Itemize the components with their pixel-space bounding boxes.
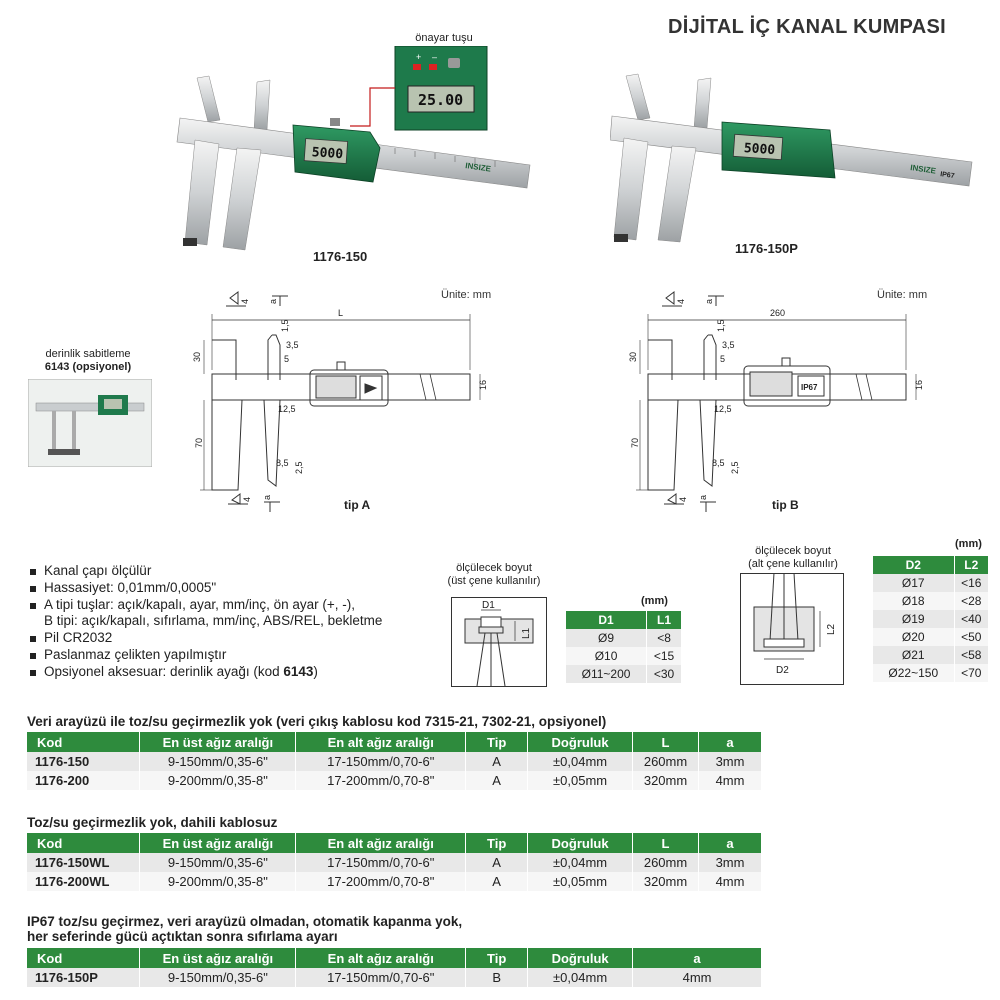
column-header: a: [699, 833, 762, 853]
l2-label: L2: [826, 623, 837, 635]
display-reading-b: 5000: [743, 141, 776, 159]
column-header: L1: [647, 611, 682, 629]
dim-a-bottom: a: [262, 494, 272, 500]
unit-label-b: Ünite: mm: [877, 289, 928, 301]
depth-fixture-caption: derinlik sabitleme 6143 (opsiyonel): [44, 348, 132, 373]
table-row: Ø17 <16: [873, 574, 989, 592]
column-header: Kod: [27, 948, 140, 968]
model-label-left: 1176-150: [313, 249, 368, 264]
drawing-type-b: [626, 290, 926, 515]
table-row: 1176-200 9-200mm/0,35-8" 17-200mm/0,70-8" A ±0,05mm 320mm 4mm: [27, 771, 762, 790]
table-row: Ø22~150 <70: [873, 664, 989, 682]
column-header: a: [699, 732, 762, 752]
dim-260-label: 260: [770, 308, 786, 318]
dim-5-b: 5: [720, 354, 726, 364]
preset-key-callout: [350, 46, 500, 136]
dim-1-5-b: 1,5: [716, 319, 726, 332]
dim-4-top: 4: [240, 298, 250, 304]
depth-fixture-photo: [28, 379, 152, 467]
table-row: Ø10 <15: [566, 647, 682, 665]
callout-display: 25.00: [418, 91, 464, 109]
lower-jaw-table: [873, 556, 989, 682]
feature-item: Paslanmaz çelikten yapılmıştır: [30, 647, 382, 664]
dim-a-top-b: a: [704, 298, 714, 304]
lower-jaw-diagram: [740, 573, 844, 685]
ip67-badge: IP67: [801, 383, 818, 392]
column-header: Tip: [466, 833, 528, 853]
lower-jaw-unit: (mm): [955, 538, 982, 550]
table-row: Ø19 <40: [873, 610, 989, 628]
column-header: En üst ağız aralığı: [140, 732, 296, 752]
table-row: Ø20 <50: [873, 628, 989, 646]
table-row: Ø9 <8: [566, 629, 682, 647]
callout-label: önayar tuşu: [415, 32, 473, 44]
page-title: DİJİTAL İÇ KANAL KUMPASI: [668, 16, 946, 38]
column-header: D1: [566, 611, 647, 629]
table-row: 1176-150 9-150mm/0,35-6" 17-150mm/0,70-6" A ±0,04mm 260mm 3mm: [27, 752, 762, 771]
dim-30: 30: [192, 351, 202, 362]
tip-a-label: tip A: [344, 498, 371, 512]
dim-4-bottom: 4: [242, 496, 252, 502]
d1-label: D1: [482, 600, 495, 611]
dim-2-5-b: 2,5: [730, 461, 740, 474]
spec-table-1: [27, 732, 762, 790]
lower-jaw-caption: ölçülecek boyut (alt çene kullanılır): [748, 545, 838, 570]
feature-list: [30, 563, 382, 681]
dim-5: 5: [284, 354, 290, 364]
column-header: En alt ağız aralığı: [296, 833, 466, 853]
tip-b-label: tip B: [772, 498, 799, 512]
column-header: a: [633, 948, 762, 968]
column-header: Kod: [27, 732, 140, 752]
model-label-right: 1176-150P: [735, 241, 798, 256]
dim-2-5: 2,5: [294, 461, 304, 474]
column-header: En üst ağız aralığı: [140, 948, 296, 968]
upper-jaw-diagram: [451, 597, 547, 687]
unit-label-a: Ünite: mm: [441, 289, 492, 301]
dim-8-5: 8,5: [276, 458, 289, 468]
table-row: Ø21 <58: [873, 646, 989, 664]
column-header: En alt ağız aralığı: [296, 948, 466, 968]
column-header: Kod: [27, 833, 140, 853]
svg-text:–: –: [432, 52, 438, 62]
dim-8-5-b: 8,5: [712, 458, 725, 468]
plus-key-icon: [413, 64, 421, 70]
column-header: L: [633, 833, 699, 853]
dim-12-5-b: 12,5: [714, 404, 732, 414]
column-header: Tip: [466, 948, 528, 968]
upper-jaw-table: [566, 611, 682, 683]
upper-jaw-caption: ölçülecek boyut (üst çene kullanılır): [447, 562, 541, 587]
feature-item: A tipi tuşlar: açık/kapalı, ayar, mm/inç, ön ayar (+, -),: [30, 597, 382, 614]
column-header: L2: [954, 556, 988, 574]
dim-a-top: a: [268, 298, 278, 304]
d2-label: D2: [776, 665, 789, 676]
dim-3-5: 3,5: [286, 340, 299, 350]
upper-jaw-unit: (mm): [641, 595, 668, 607]
table3-title: IP67 toz/su geçirmez, veri arayüzü olmadan, otomatik kapanma yok, her seferinde gücü açtıktan sonra sıfırlama ayarı: [27, 914, 463, 944]
dim-1-5: 1,5: [280, 319, 290, 332]
spec-table-3: [27, 948, 762, 987]
drawing-type-a: [190, 290, 490, 515]
display-reading: 5000: [311, 145, 344, 163]
dim-16: 16: [478, 379, 488, 390]
svg-text:+: +: [416, 52, 422, 62]
dim-12-5: 12,5: [278, 404, 296, 414]
ip67-mark: IP67: [939, 171, 955, 180]
column-header: D2: [873, 556, 954, 574]
column-header: En üst ağız aralığı: [140, 833, 296, 853]
column-header: Doğruluk: [528, 948, 633, 968]
feature-item: Opsiyonel aksesuar: derinlik ayağı (kod 6143): [30, 664, 382, 681]
column-header: Doğruluk: [528, 833, 633, 853]
table-row: Ø18 <28: [873, 592, 989, 610]
table-row: Ø11~200 <30: [566, 665, 682, 683]
brand-logo-b: INSIZE: [909, 163, 937, 176]
table-row: 1176-150WL 9-150mm/0,35-6" 17-150mm/0,70-6" A ±0,04mm 260mm 3mm: [27, 853, 762, 872]
caliper-photo-type-b: [610, 70, 980, 250]
dim-4-bottom-b: 4: [678, 496, 688, 502]
minus-key-icon: [429, 64, 437, 70]
table-row: 1176-150P 9-150mm/0,35-6" 17-150mm/0,70-6" B ±0,04mm 4mm: [27, 968, 762, 987]
column-header: Doğruluk: [528, 732, 633, 752]
dim-70-b: 70: [630, 437, 640, 448]
dim-4-top-b: 4: [676, 298, 686, 304]
feature-item-continued: B tipi: açık/kapalı, sıfırlama, mm/inç, ABS/REL, bekletme: [44, 613, 383, 629]
dim-l-label: L: [338, 308, 344, 318]
dim-16-b: 16: [914, 379, 924, 390]
feature-item: Hassasiyet: 0,01mm/0,0005": [30, 580, 382, 597]
dim-30-b: 30: [628, 351, 638, 362]
dim-a-bottom-b: a: [698, 494, 708, 500]
brand-logo: INSIZE: [464, 161, 492, 174]
column-header: L: [633, 732, 699, 752]
table-row: 1176-200WL 9-200mm/0,35-8" 17-200mm/0,70-8" A ±0,05mm 320mm 4mm: [27, 872, 762, 891]
feature-item: Kanal çapı ölçülür: [30, 563, 382, 580]
feature-item: Pil CR2032: [30, 630, 382, 647]
dim-3-5-b: 3,5: [722, 340, 735, 350]
table1-title: Veri arayüzü ile toz/su geçirmezlik yok (veri çıkış kablosu kod 7315-21, 7302-21, opsiyonel): [27, 714, 607, 729]
table2-title: Toz/su geçirmezlik yok, dahili kablosuz: [27, 815, 278, 830]
l1-label: L1: [521, 627, 532, 639]
spec-table-2: [27, 833, 762, 891]
column-header: Tip: [466, 732, 528, 752]
column-header: En alt ağız aralığı: [296, 732, 466, 752]
dim-70: 70: [194, 437, 204, 448]
